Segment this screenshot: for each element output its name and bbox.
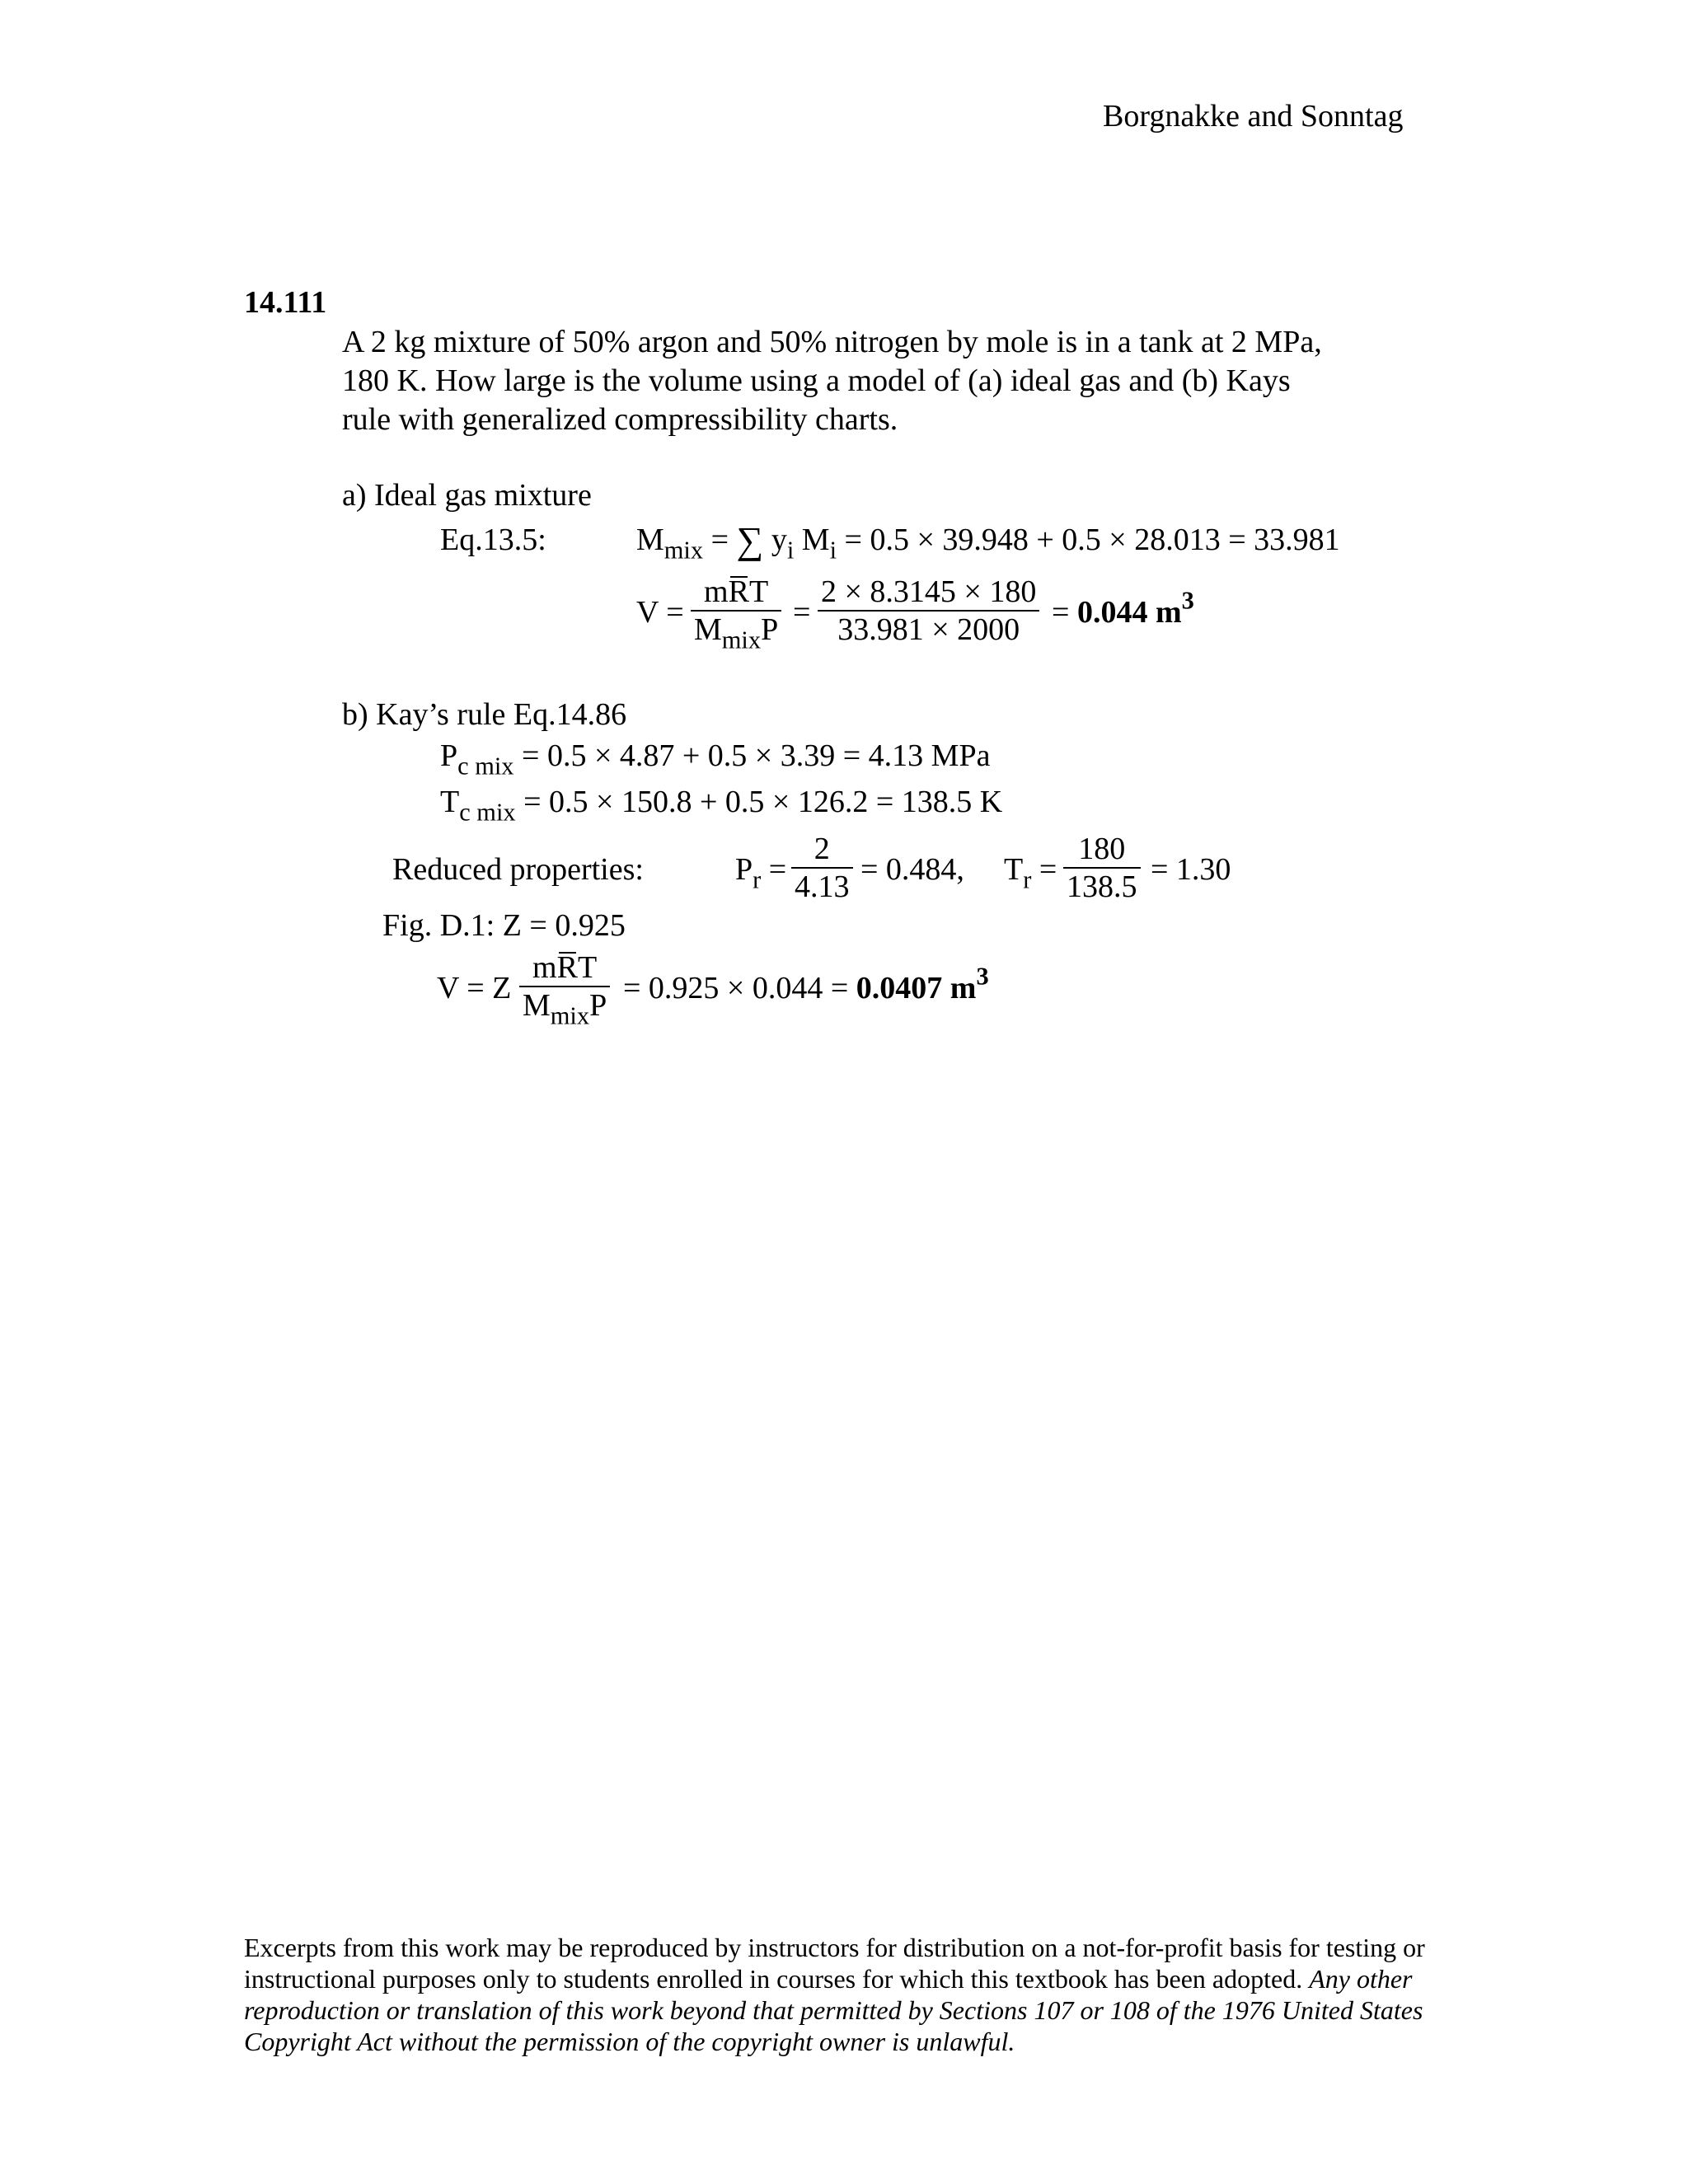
tr-value: = 1.30 <box>1151 852 1231 887</box>
v-ideal-equals: = <box>793 595 811 630</box>
v-ideal-lhs: V = <box>636 595 684 630</box>
v-kay-lhs: V = Z <box>437 971 512 1005</box>
v-kay-fraction: mRT $M_{mix}P$ <box>519 949 610 1024</box>
summation-sign: ∑ <box>736 519 764 561</box>
v-ideal-fraction-symbolic: mRT $M_{mix}P$ <box>691 574 781 648</box>
part-b-heading: b) Kay’s rule Eq.14.86 <box>342 697 627 732</box>
pc-mix-equation: $P_{c mix} = 0.5 \times 4.87 + 0.5 \times 3.39 = 4.13$ MPa <box>440 738 991 780</box>
pr-fraction: $\frac{2}{4.13}$ <box>791 831 853 905</box>
v-ideal-fraction-numeric: $\frac{2 \times 8.3145 \times 180}{33.981 \times 2000}$ <box>818 574 1039 648</box>
reduced-properties-label: Reduced properties: <box>392 852 644 887</box>
part-a-heading: a) Ideal gas mixture <box>342 478 592 513</box>
tr-lhs: $T_r$ = <box>1004 852 1057 894</box>
problem-number: 14.111 <box>244 285 327 320</box>
tr-fraction: $\frac{180}{138.5}$ <box>1063 831 1141 905</box>
mmix-equation: $M_{mix}$ = ∑ $y_i$ $M_i = 0.5 \times 39.948 + 0.5 \times 28.013 = 33.981$ <box>636 519 1340 565</box>
eq-13-5-ref: Eq.13.5: <box>440 523 546 557</box>
problem-statement-line-3: rule with generalized compressibility charts. <box>342 402 898 437</box>
v-kay-result: = 0.925 × 0.044 = 0.0407 $m^3$ <box>623 962 989 1005</box>
problem-statement-line-2: 180 K. How large is the volume using a model of (a) ideal gas and (b) Kays <box>342 363 1291 398</box>
pr-lhs: $P_r$ = <box>735 852 787 894</box>
v-ideal-result: = 0.044 $m^3$ <box>1052 586 1194 630</box>
page-header-authors: Borgnakke and Sonntag <box>1103 99 1404 134</box>
copyright-footer: Excerpts from this work may be reproduced by instructors for distribution on a not-for-profit basis for testing or instructional purposes only to students enrolled in courses for which this textbook has been adopted. Any other reproduction or translation of this work beyond that permitted by Sections 107 or 108 of the 1976 United States Copyright Act without the permission of the copyright owner is unlawful. <box>244 1933 1425 2056</box>
problem-statement-line-1: A 2 kg mixture of 50% argon and 50% nitrogen by mole is in a tank at 2 MPa, <box>342 325 1322 359</box>
tc-mix-equation: $T_{c mix} = 0.5 \times 150.8 + 0.5 \times 126.2 = 138.5$ K <box>440 785 1003 827</box>
pr-value: = 0.484, <box>860 852 964 887</box>
fig-d1-compressibility: Fig. D.1: Z = 0.925 <box>382 908 626 943</box>
